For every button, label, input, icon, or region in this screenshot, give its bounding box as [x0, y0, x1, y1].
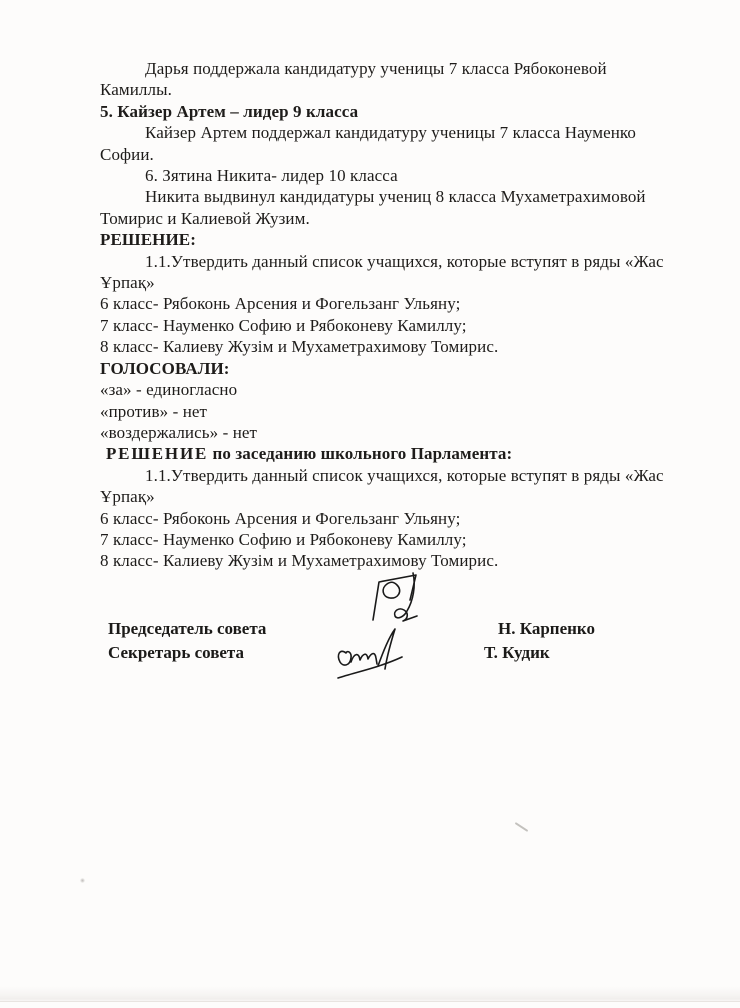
doc-heading-item-5: 5. Кайзер Артем – лидер 9 класса	[100, 101, 359, 121]
secretary-name: Т. Кудик	[484, 643, 550, 662]
doc-line: Софии.	[100, 144, 154, 164]
doc-line-class6: 6 класс- Рябоконь Арсения и Фогельзанг Ульяну;	[100, 508, 461, 528]
doc-line: Кайзер Артем поддержал кандидатуру ученицы 7 класса Науменко	[145, 123, 637, 143]
chairman-title: Председатель совета	[108, 619, 267, 638]
doc-line: Томирис и Калиевой Жузим.	[100, 208, 310, 228]
document-text-block	[100, 58, 680, 572]
signature-chairman	[362, 572, 430, 624]
heading-rest: по заседанию школьного Парламента:	[208, 444, 513, 464]
scan-artifact-speck	[80, 878, 85, 883]
doc-line-class8: 8 класс- Калиеву Жузім и Мухаметрахимову Томирис.	[100, 337, 499, 357]
signature-titles	[108, 617, 266, 665]
doc-line: Камиллы.	[100, 80, 172, 100]
doc-line-class6: 6 класс- Рябоконь Арсения и Фогельзанг Ульяну;	[100, 294, 461, 314]
vote-against-line: «против» - нет	[100, 401, 208, 421]
resolution-heading: РЕШЕНИЕ:	[100, 230, 196, 250]
scan-artifact-tick	[515, 822, 529, 832]
scan-edge-line	[0, 1001, 740, 1002]
doc-line-class7: 7 класс- Науменко Софию и Рябоконеву Камиллу;	[100, 315, 467, 335]
signature-secretary	[334, 624, 408, 680]
doc-line: Никита выдвинул кандидатуры учениц 8 класса Мухаметрахимовой	[145, 187, 646, 207]
vote-for-line: «за» - единогласно	[100, 380, 238, 400]
secretary-title: Секретарь совета	[108, 643, 244, 662]
chairman-name: Н. Карпенко	[498, 619, 595, 638]
doc-line-class7: 7 класс- Науменко Софию и Рябоконеву Камиллу;	[100, 529, 467, 549]
scan-edge-shadow	[0, 986, 740, 1002]
doc-line: Ұрпақ»	[100, 273, 155, 293]
heading-lead: РЕШЕНИЕ	[106, 444, 209, 464]
doc-line: Ұрпақ»	[100, 487, 155, 507]
doc-line: 1.1.Утвердить данный список учащихся, которые вступят в ряды «Жас	[145, 251, 664, 271]
doc-line-class8: 8 класс- Калиеву Жузім и Мухаметрахимову Томирис.	[100, 551, 499, 571]
parliament-resolution-heading	[100, 443, 680, 464]
voted-heading: ГОЛОСОВАЛИ:	[100, 358, 230, 378]
doc-line: Дарья поддержала кандидатуру ученицы 7 класса Рябоконевой	[145, 59, 607, 78]
doc-line: 1.1.Утвердить данный список учащихся, которые вступят в ряды «Жас	[145, 465, 664, 485]
vote-abstained-line: «воздержались» - нет	[100, 422, 258, 442]
doc-heading-item-6: 6. Зятина Никита- лидер 10 класса	[145, 166, 398, 186]
signature-names	[484, 617, 595, 665]
